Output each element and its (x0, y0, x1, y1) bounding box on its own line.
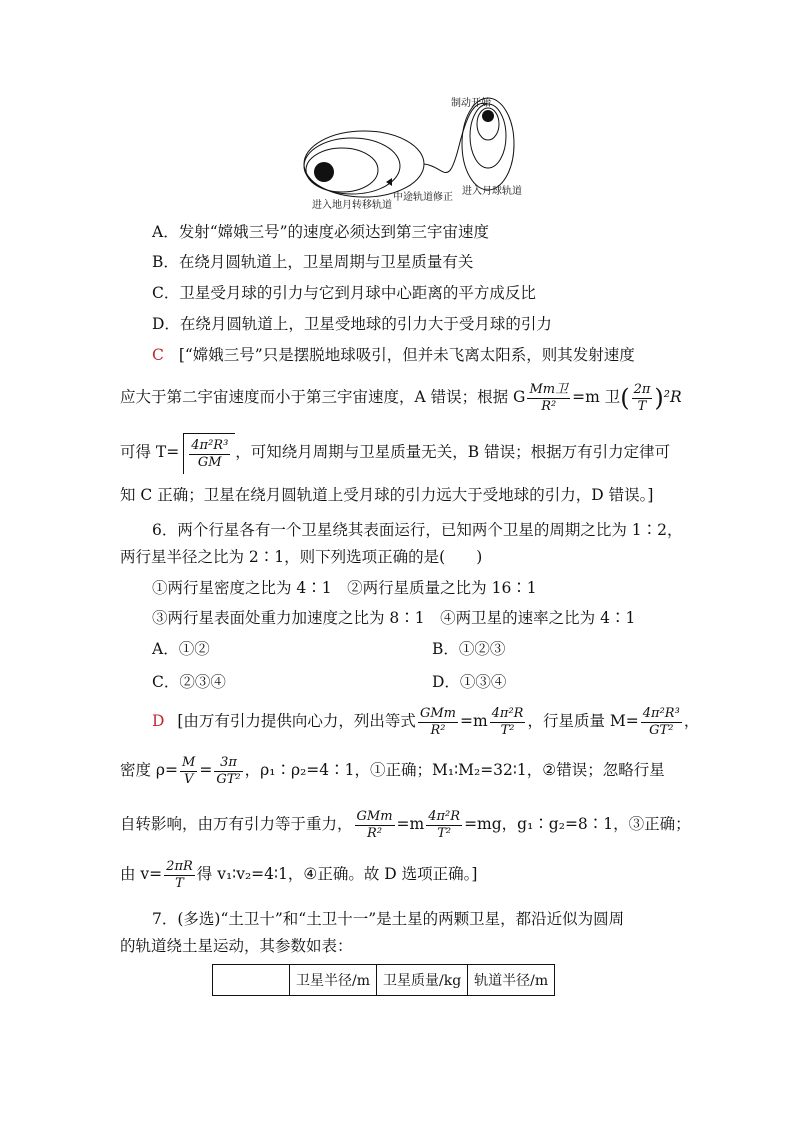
q5-fraction-gravity (527, 382, 570, 415)
label-midcourse: 中途轨道修正 (393, 192, 453, 203)
q6-expl1-pre: [由万有引力提供向心力，列出等式 (177, 712, 416, 730)
q6-e3f1-den: R² (367, 825, 383, 841)
q6-expl4-pre: 由 v= (120, 865, 163, 883)
q6-e2f1-den: V (183, 771, 194, 787)
q6-expl2-eq: = (199, 761, 213, 779)
q5-expl-text2: 应大于第二宇宙速度而小于第三宇宙速度，A 错误；根据 G (120, 388, 526, 406)
table-header-cell (213, 965, 290, 996)
q5-sqrt (183, 433, 235, 474)
q6-e1f3-num: 4π²R³ (642, 705, 680, 721)
q6-statements-line2: ③两行星表面处重力加速度之比为 8∶1 ④两卫星的速率之比为 4∶1 (152, 609, 636, 627)
q6-expl3-frac1 (355, 809, 395, 842)
q6-e1f2-den: T² (500, 722, 515, 738)
q6-e3f2-den: T² (437, 825, 452, 841)
q6-expl-line1 (152, 703, 699, 739)
q6-expl2-frac2 (214, 755, 242, 788)
table-header-cell: 卫星质量/kg (377, 965, 468, 996)
q5-expl-text1: [“嫦娥三号”只是摆脱地球吸引，但并未飞离太阳系，则其发射速度 (178, 346, 635, 364)
q6-e2f1-num: M (182, 754, 196, 770)
q5-expl-line1 (152, 345, 635, 365)
q5-frac-den: R² (541, 398, 557, 414)
table-header-row (213, 965, 555, 996)
q6-expl-line2 (120, 752, 665, 788)
q6-e3f1-num: GMm (356, 808, 393, 824)
q5-frac2-num: 2π (633, 381, 651, 397)
q6-e4f-den: T (175, 875, 184, 891)
q6-expl2-pre: 密度 ρ= (120, 761, 179, 779)
q6-expl4-frac (164, 859, 195, 892)
q6-answer-letter: D (152, 712, 165, 730)
q6-stem-line1: 6．两个行星各有一个卫星绕其表面运行，已知两个卫星的周期之比为 1∶2， (152, 521, 683, 539)
q6-e3f2-num: 4π²R (428, 808, 461, 824)
q6-e1f2-num: 4π²R (491, 705, 524, 721)
q5-expl-line4: 知 C 正确；卫星在绕月圆轨道上受月球的引力远大于受地球的引力，D 错误。] (120, 486, 654, 504)
q6-option-c: C．②③④ (152, 673, 226, 691)
q6-expl3-pre: 自转影响，由万有引力等于重力， (120, 815, 353, 833)
q7-stem-line1: 7．(多选)“土卫十”和“土卫十一”是土星的两颗卫星，都沿近似为圆周 (152, 910, 625, 928)
q6-stem-line2: 两行星半径之比为 2∶1，则下列选项正确的是( ) (120, 548, 483, 566)
transfer-path (424, 103, 488, 172)
q5-sqrt-fraction (189, 438, 230, 471)
q6-e1f1-den: R² (430, 722, 446, 738)
q6-option-b: B．①②③ (432, 640, 506, 658)
q6-expl1-frac2 (490, 706, 526, 739)
trajectory-figure (300, 92, 540, 212)
q6-expl3-frac2 (426, 809, 462, 842)
q6-expl-line4 (120, 856, 477, 892)
q6-expl1-eq: =m (459, 712, 488, 730)
q6-expl3-eq: =m (396, 815, 425, 833)
label-brake-start: 制动开始 (451, 98, 491, 109)
table-header-cell: 轨道半径/m (468, 965, 555, 996)
q6-expl4-text: 得 v₁∶v₂=4∶1，④正确。故 D 选项正确。] (196, 865, 478, 883)
q6-e2f2-num: 3π (214, 755, 242, 772)
label-transfer-orbit: 进入地月转移轨道 (312, 200, 392, 211)
q5-expl-text3: ，可知绕月周期与卫星质量无关，B 错误；根据万有引力定律可 (235, 443, 671, 461)
q5-option-b: B．在绕月圆轨道上，卫星周期与卫星质量有关 (152, 253, 474, 271)
q6-e1f3-den: GT² (649, 722, 674, 738)
q5-frac2-den: T (637, 398, 647, 414)
q5-sqrt-den: GM (197, 455, 222, 470)
q6-e2f2-den: GT² (216, 771, 241, 787)
q6-expl1-frac1 (418, 706, 458, 739)
q6-expl1-frac3 (641, 706, 682, 739)
q6-e4f-num: 2πR (166, 858, 193, 874)
q6-option-a: A．①② (152, 640, 210, 658)
q6-option-d: D．①③④ (432, 673, 507, 691)
moon (482, 110, 494, 122)
q7-parameter-table (212, 964, 555, 996)
q6-e1f1-num: GMm (419, 705, 456, 721)
q5-expl-line3 (120, 432, 670, 472)
label-enter-moon-orbit: 进入月球轨道 (462, 186, 522, 197)
q6-statements-line1: ①两行星密度之比为 4∶1 ②两行星质量之比为 16∶1 (152, 579, 537, 597)
q6-expl-line3 (120, 806, 691, 842)
q5-option-a: A．发射“嫦娥三号”的速度必须达到第三宇宙速度 (152, 223, 490, 241)
q6-expl2-frac1 (180, 755, 197, 788)
q6-expl2-text: ，ρ₁∶ρ₂=4∶1，①正确；M₁∶M₂=32∶1，②错误；忽略行星 (244, 761, 665, 779)
q6-expl3-text: =mg，g₁∶g₂=8∶1，③正确； (464, 815, 691, 833)
q5-expl-prefix3: 可得 T= (120, 443, 180, 461)
q6-expl1-mid: ，行星质量 M= (527, 712, 639, 730)
q7-stem-line2: 的轨道绕土星运动，其参数如表： (120, 937, 353, 955)
earth (314, 162, 334, 182)
table-header-cell: 卫星半径/m (290, 965, 377, 996)
q5-option-c: C．卫星受月球的引力与它到月球中心距离的平方成反比 (152, 284, 536, 302)
q5-answer-letter: C (152, 346, 164, 364)
q5-sqrt-num: 4π²R³ (191, 438, 229, 453)
q5-frac-num: Mm卫 (529, 381, 569, 397)
q5-expl-rhs: =m 卫 (572, 388, 621, 406)
q6-expl1-end: ， (683, 712, 700, 730)
q5-expl-tail: ²R (663, 388, 682, 406)
q5-fraction-period (632, 382, 653, 415)
q5-option-d: D．在绕月圆轨道上，卫星受地球的引力大于受月球的引力 (152, 315, 552, 333)
q5-expl-line2: 应大于第二宇宙速度而小于第三宇宙速度，A 错误；根据 G $\frac{\text{Mm卫}}{\text{R²}}$ =m 卫( $\frac{2\pi}{T}$ )²R (120, 381, 682, 414)
